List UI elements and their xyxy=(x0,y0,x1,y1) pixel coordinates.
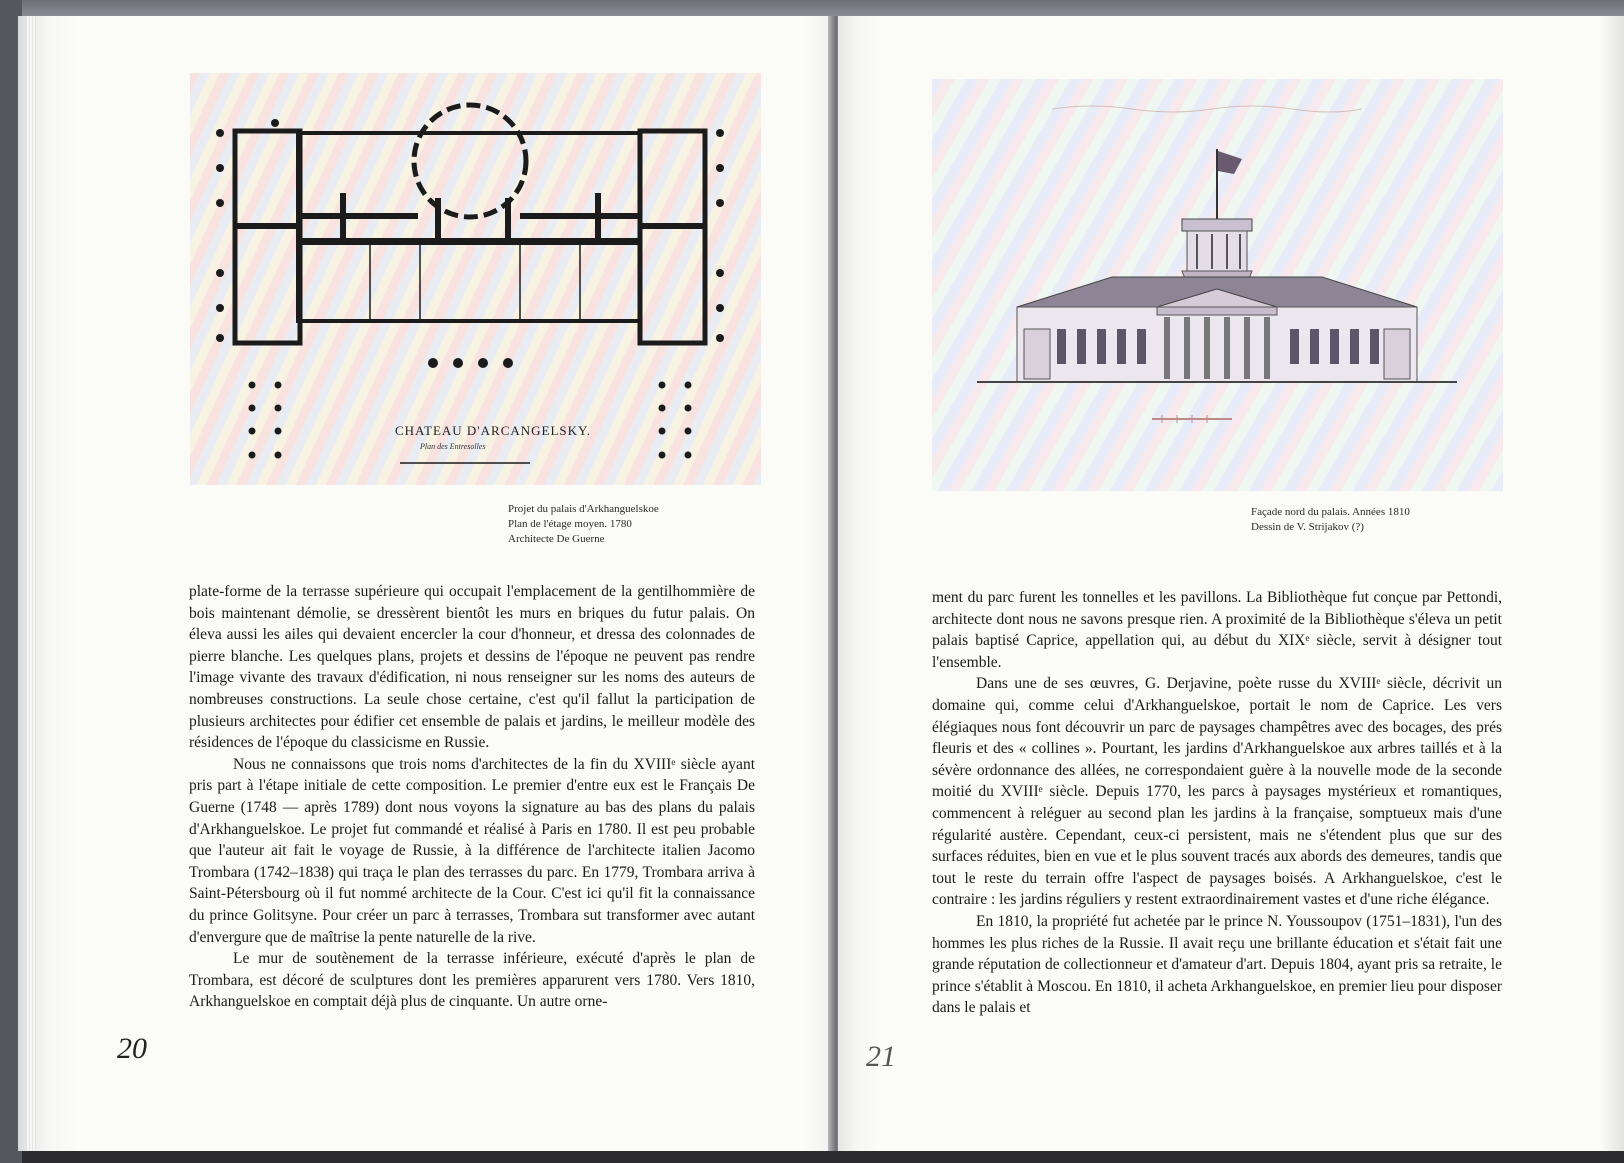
paragraph: plate-forme de la terrasse supérieure qui occupait l'emplacement de la gentilhommière de bois maintenant démolie, se dressèrent bientôt les murs en briques du futur palais. On éleva aussi les ailes qui devaient encercler la cour d'honneur, et dressa des colonnades de pierre blanche. Les quelques plans, projets et dessins de l'époque ne peuvent pas rendre l'image vivante des travaux d'édification, ni nous renseigner sur les noms des auteurs de nombreuses constructions. La seule chose certaine, c'est qu'il fallut la participation de plusieurs architectes pour édifier cet ensemble de palais et jardins, le meilleur modèle des résidences de l'époque du classicisme en Russie. xyxy=(189,583,755,752)
page-number: 21 xyxy=(866,1040,896,1073)
page-edges xyxy=(26,16,36,1151)
caption-line: Projet du palais d'Arkhanguelskoe xyxy=(508,503,659,515)
facade-illustration xyxy=(932,79,1503,491)
caption-line: Architecte De Guerne xyxy=(508,533,605,545)
caption-line: Plan de l'étage moyen. 1780 xyxy=(508,518,632,530)
floor-plan-illustration xyxy=(190,73,761,485)
paragraph: Nous ne connaissons que trois noms d'architectes de la fin du XVIIIᵉ siècle ayant pris part à l'étape initiale de cette composition. Le premier d'entre eux est le Français De Guerne (1748 — après 1789) dont nous voyons la signature au bas des plans du palais d'Arkhanguelskoe. Le projet fut commandé et réalisé à Paris en 1780. Il est peu probable que l'auteur ait fait le voyage de Russie, à la différence de l'architecte italien Jacomo Trombara (1742–1838) qui traça le plan des terrasses du parc. En 1779, Trombara arriva à Saint-Pétersbourg où il fut nommé architecte de la Cour. C'est ici qu'il fit la connaissance du prince Golitsyne. Pour créer un parc à terrasses, Trombara sut transformer avec autant d'envergure que de maîtrise la pente naturelle de la rive. xyxy=(189,755,755,946)
plan-subtitle: Plan des Entresolles xyxy=(420,442,486,451)
facade-caption xyxy=(1251,505,1481,535)
paragraph: En 1810, la propriété fut achetée par le prince N. Youssoupov (1751–1831), l'un des hommes les plus riches de la Russie. Il avait reçu une brillante éducation et s'était fait une grande réputation de collectionneur et d'amateur d'art. Depuis 1804, ayant pris sa retraite, le prince s'établit à Moscou. En 1810, il acheta Arkhanguelskoe, en premier lieu pour disposer dans le palais et xyxy=(932,912,1502,1017)
left-body-text xyxy=(189,581,755,1013)
paragraph: ment du parc furent les tonnelles et les pavillons. La Bibliothèque fut conçue par Pettondi, architecte dont nous ne savons presque rien. A proximité de la Bibliothèque s'éleva un petit palais baptisé Caprice, appellation qui, au début du XIXᵉ siècle, servit à désigner tout l'ensemble. xyxy=(932,589,1502,671)
caption-line: Façade nord du palais. Années 1810 xyxy=(1251,506,1410,518)
caption-line: Dessin de V. Strijakov (?) xyxy=(1251,521,1364,533)
paragraph: Dans une de ses œuvres, G. Derjavine, poète russe du XVIIIᵉ siècle, décrivit un domaine qui, comme celui d'Arkhanguelskoe, portait le nom de Caprice. Les vers élégiaques nous font découvrir un parc de paysages champêtres avec des bocages, des prés fleuris et des « collines ». Pourtant, les jardins d'Arkhanguelskoe aux arbres taillés et à la sévère ordonnance des allées, ne correspondaient guère à la nouvelle mode de la seconde moitié du XVIIIᵉ siècle. Depuis 1770, les parcs à paysages mystérieux et romantiques, commencent à reléguer au second plan les jardins à la française, somptueux mais d'une régularité austère. Cependant, ceux-ci persistent, mais ne s'étendent plus que sur des surfaces réduites, bien en vue et le plus souvent tracés aux abords des demeures, tandis que tout le reste du terrain offre l'aspect de paysages boisés. A Arkhanguelskoe, c'est le contraire : les jardins réguliers y restent extraordinairement vastes et d'une riche élégance. xyxy=(932,675,1502,909)
plan-caption xyxy=(508,502,728,547)
page-number: 20 xyxy=(117,1032,147,1065)
right-body-text xyxy=(932,587,1502,1019)
plan-title: CHATEAU D'ARCANGELSKY. xyxy=(395,423,592,438)
paragraph: Le mur de soutènement de la terrasse inférieure, exécuté d'après le plan de Trombara, est décoré de sculptures dont les premières apparurent vers 1780. Vers 1810, Arkhanguelskoe en comptait déjà plus de cinquante. Un autre orne- xyxy=(189,950,755,1011)
